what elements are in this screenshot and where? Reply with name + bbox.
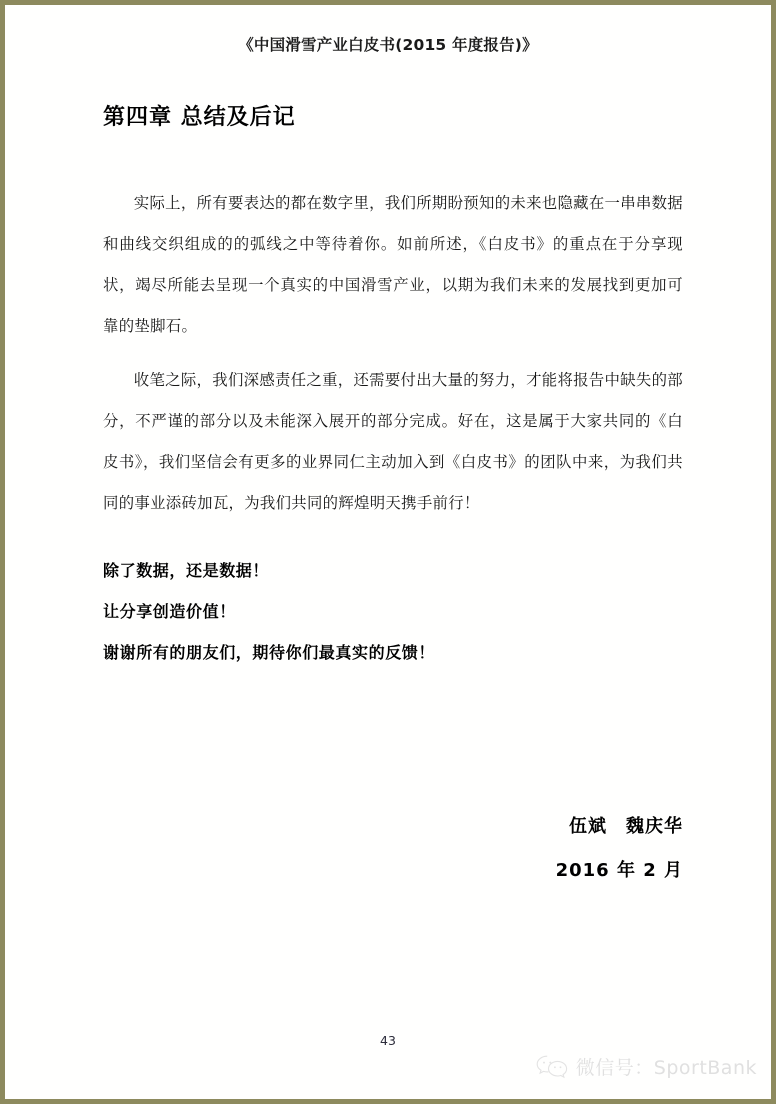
slogan-3: 谢谢所有的朋友们，期待你们最真实的反馈！ (103, 643, 436, 663)
wechat-icon (535, 1054, 569, 1080)
watermark-footer (535, 1053, 757, 1080)
page-number: 43 (380, 1033, 396, 1048)
signature-block (103, 805, 691, 893)
watermark-text: 微信号：SportBank (575, 1057, 757, 1079)
signature-authors: 伍斌 魏庆华 (569, 816, 683, 837)
slogan-2: 让分享创造价值！ (103, 602, 236, 622)
page-title: 第四章 总结及后记 (103, 105, 296, 130)
slogan-1: 除了数据，还是数据！ (103, 561, 270, 581)
paragraph-2: 收笔之际，我们深感责任之重，还需要付出大量的努力，才能将报告中缺失的部分，不严谨的部分以及未能深入展开的部分完成。好在，这是属于大家共同的《白皮书》，我们坚信会有更多的业界同仁主动加入到《白皮书》的团队中来，为我们共同的事业添砖加瓦，为我们共同的辉煌明天携手前行！ (103, 371, 683, 513)
signature-date: 2016 年 2 月 (555, 860, 683, 881)
document-body (103, 105, 683, 673)
slogan-list (103, 550, 683, 673)
page-sheet (5, 5, 771, 1099)
paragraph-1: 实际上，所有要表达的都在数字里，我们所期盼预知的未来也隐藏在一串串数据和曲线交织组成的的弧线之中等待着你。如前所述，《白皮书》的重点在于分享现状，竭尽所能去呈现一个真实的中国滑雪产业，以期为我们未来的发展找到更加可靠的垫脚石。 (103, 194, 683, 336)
running-header: 《中国滑雪产业白皮书(2015 年度报告)》 (238, 36, 538, 54)
